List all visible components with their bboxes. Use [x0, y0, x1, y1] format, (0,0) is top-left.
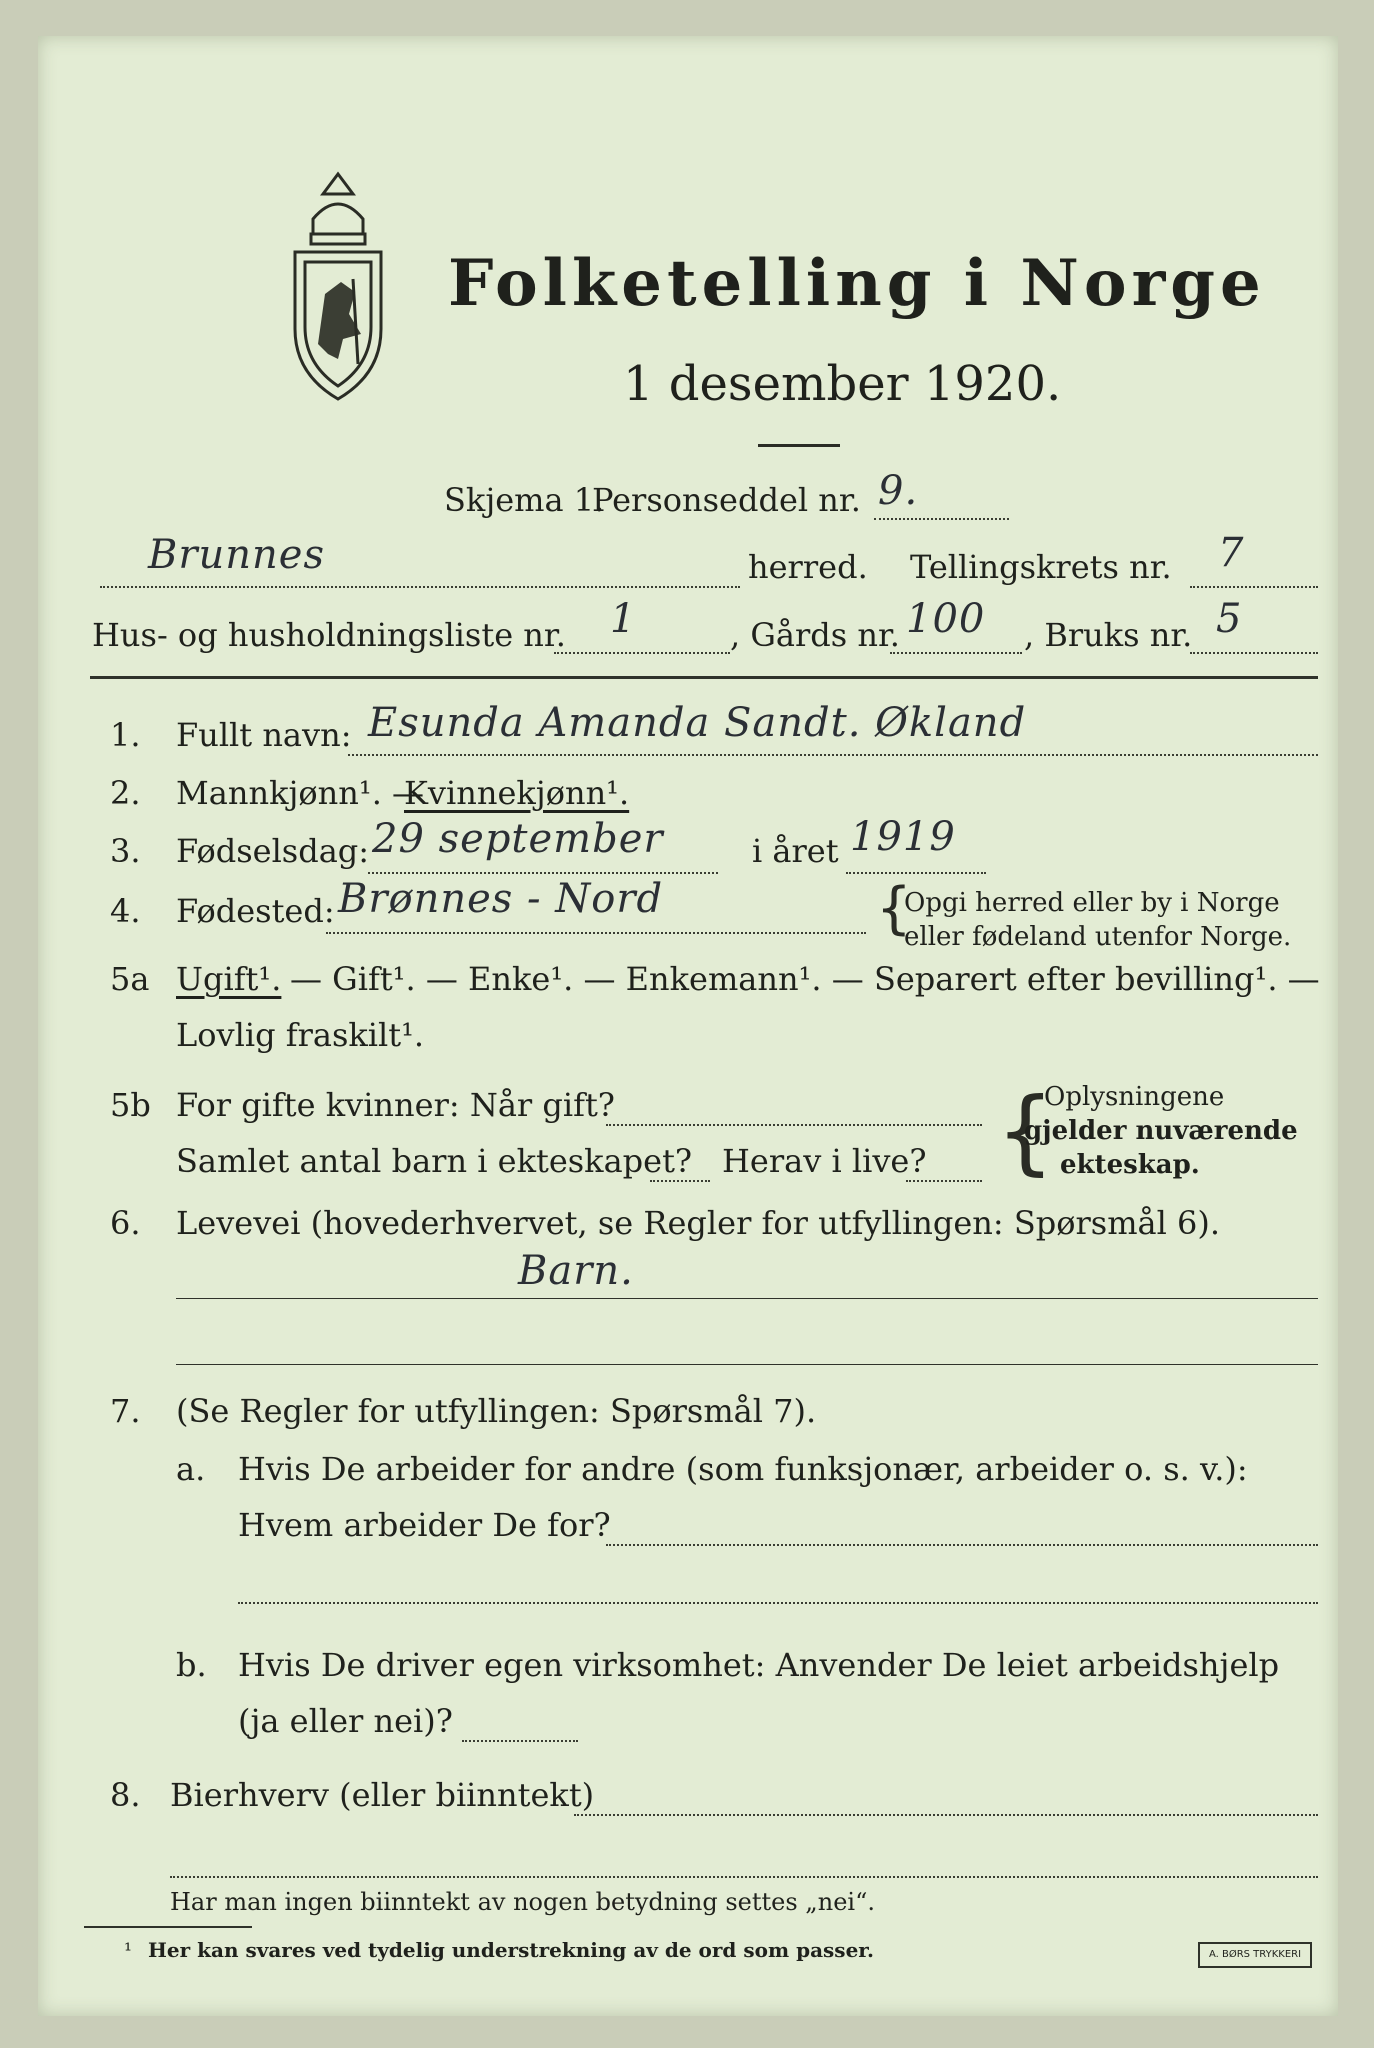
q5b-note-2: gjelder nuværende [1024, 1116, 1298, 1146]
q5b-note-3: ekteskap. [1060, 1150, 1200, 1180]
schema-label: Skjema 1. [444, 481, 605, 519]
q3-label: Fødselsdag: [176, 832, 370, 870]
footnote-text: Her kan svares ved tydelig understrekning av de ord som passer. [148, 1938, 874, 1962]
herred-value[interactable]: Brunnes [148, 532, 325, 578]
q8-number: 8. [110, 1776, 141, 1814]
tellingskrets-label: Tellingskrets nr. [910, 548, 1172, 586]
birth-date-value[interactable]: 29 september [372, 816, 664, 862]
q4-note-1: Opgi herred eller by i Norge [904, 888, 1280, 918]
herred-label: herred. [748, 548, 868, 586]
title-divider [758, 444, 840, 447]
status-other-options[interactable]: — Gift¹. — Enke¹. — Enkemann¹. — Separert efter bevilling¹. — [290, 960, 1320, 998]
q7b-line-2: (ja eller nei)? [238, 1702, 453, 1740]
q4-brace: { [876, 876, 912, 941]
q6-number: 6. [110, 1204, 141, 1242]
q4-number: 4. [110, 892, 141, 930]
q3-number: 3. [110, 832, 141, 870]
q1-number: 1. [110, 716, 141, 754]
birth-year-value[interactable]: 1919 [850, 814, 956, 860]
q7a-letter: a. [176, 1450, 206, 1488]
hus-label: Hus- og husholdningsliste nr. [92, 616, 566, 654]
status-ugift-option[interactable]: Ugift¹. [176, 960, 282, 998]
q7a-line-2: Hvem arbeider De for? [238, 1506, 611, 1544]
printer-stamp: A. BØRS TRYKKERI [1198, 1942, 1312, 1968]
gards-label: , Gårds nr. [730, 616, 900, 654]
q5b-note-1: Oplysningene [1044, 1082, 1225, 1112]
personseddel-label: Personseddel nr. [592, 481, 861, 519]
q4-label: Fødested: [176, 892, 335, 930]
birthplace-value[interactable]: Brønnes - Nord [338, 876, 664, 922]
q5b-alive-label: Herav i live? [722, 1142, 927, 1180]
q2-number: 2. [110, 774, 141, 812]
census-form [38, 36, 1338, 2016]
q3-year-label: i året [752, 832, 839, 870]
gender-female-option[interactable]: Kvinnekjønn¹. [404, 774, 630, 812]
q7b-letter: b. [176, 1646, 207, 1684]
q5b-children-label: Samlet antal barn i ekteskapet? [176, 1142, 693, 1180]
q5b-brace: { [996, 1078, 1055, 1185]
footer-note: Har man ingen biinntekt av nogen betydning settes „nei“. [170, 1888, 875, 1916]
header-divider [90, 676, 1318, 679]
hus-value[interactable]: 1 [610, 596, 637, 642]
footnote-mark: ¹ [124, 1938, 133, 1962]
personseddel-value[interactable]: 9. [878, 468, 919, 514]
q7b-line-1: Hvis De driver egen virksomhet: Anvender De leiet arbeidshjelp [238, 1646, 1280, 1684]
status-fraskilt-option[interactable]: Lovlig fraskilt¹. [176, 1016, 425, 1054]
q5b-married-label: For gifte kvinner: Når gift? [176, 1086, 615, 1124]
q5a-number: 5a [110, 960, 150, 998]
form-date: 1 desember 1920. [623, 356, 1062, 412]
bruks-value[interactable]: 5 [1216, 596, 1243, 642]
q7-label: (Se Regler for utfyllingen: Spørsmål 7). [176, 1392, 817, 1430]
occupation-value[interactable]: Barn. [518, 1248, 634, 1294]
norway-coat-of-arms-icon [283, 164, 393, 404]
full-name-value[interactable]: Esunda Amanda Sandt. Økland [368, 700, 1027, 746]
q7-number: 7. [110, 1392, 141, 1430]
gender-male-option[interactable]: Mannkjønn¹. — [176, 774, 425, 812]
q7a-line-1: Hvis De arbeider for andre (som funksjonær, arbeider o. s. v.): [238, 1450, 1248, 1488]
q5b-number: 5b [110, 1086, 151, 1124]
q6-label: Levevei (hovederhvervet, se Regler for utfyllingen: Spørsmål 6). [176, 1204, 1221, 1242]
gards-value[interactable]: 100 [906, 596, 986, 642]
q4-note-2: eller fødeland utenfor Norge. [904, 922, 1292, 952]
tellingskrets-value[interactable]: 7 [1218, 530, 1245, 576]
bruks-label: , Bruks nr. [1024, 616, 1193, 654]
form-title: Folketelling i Norge [448, 246, 1266, 321]
q1-label: Fullt navn: [176, 716, 352, 754]
q8-label: Bierhverv (eller biinntekt) [170, 1776, 595, 1814]
